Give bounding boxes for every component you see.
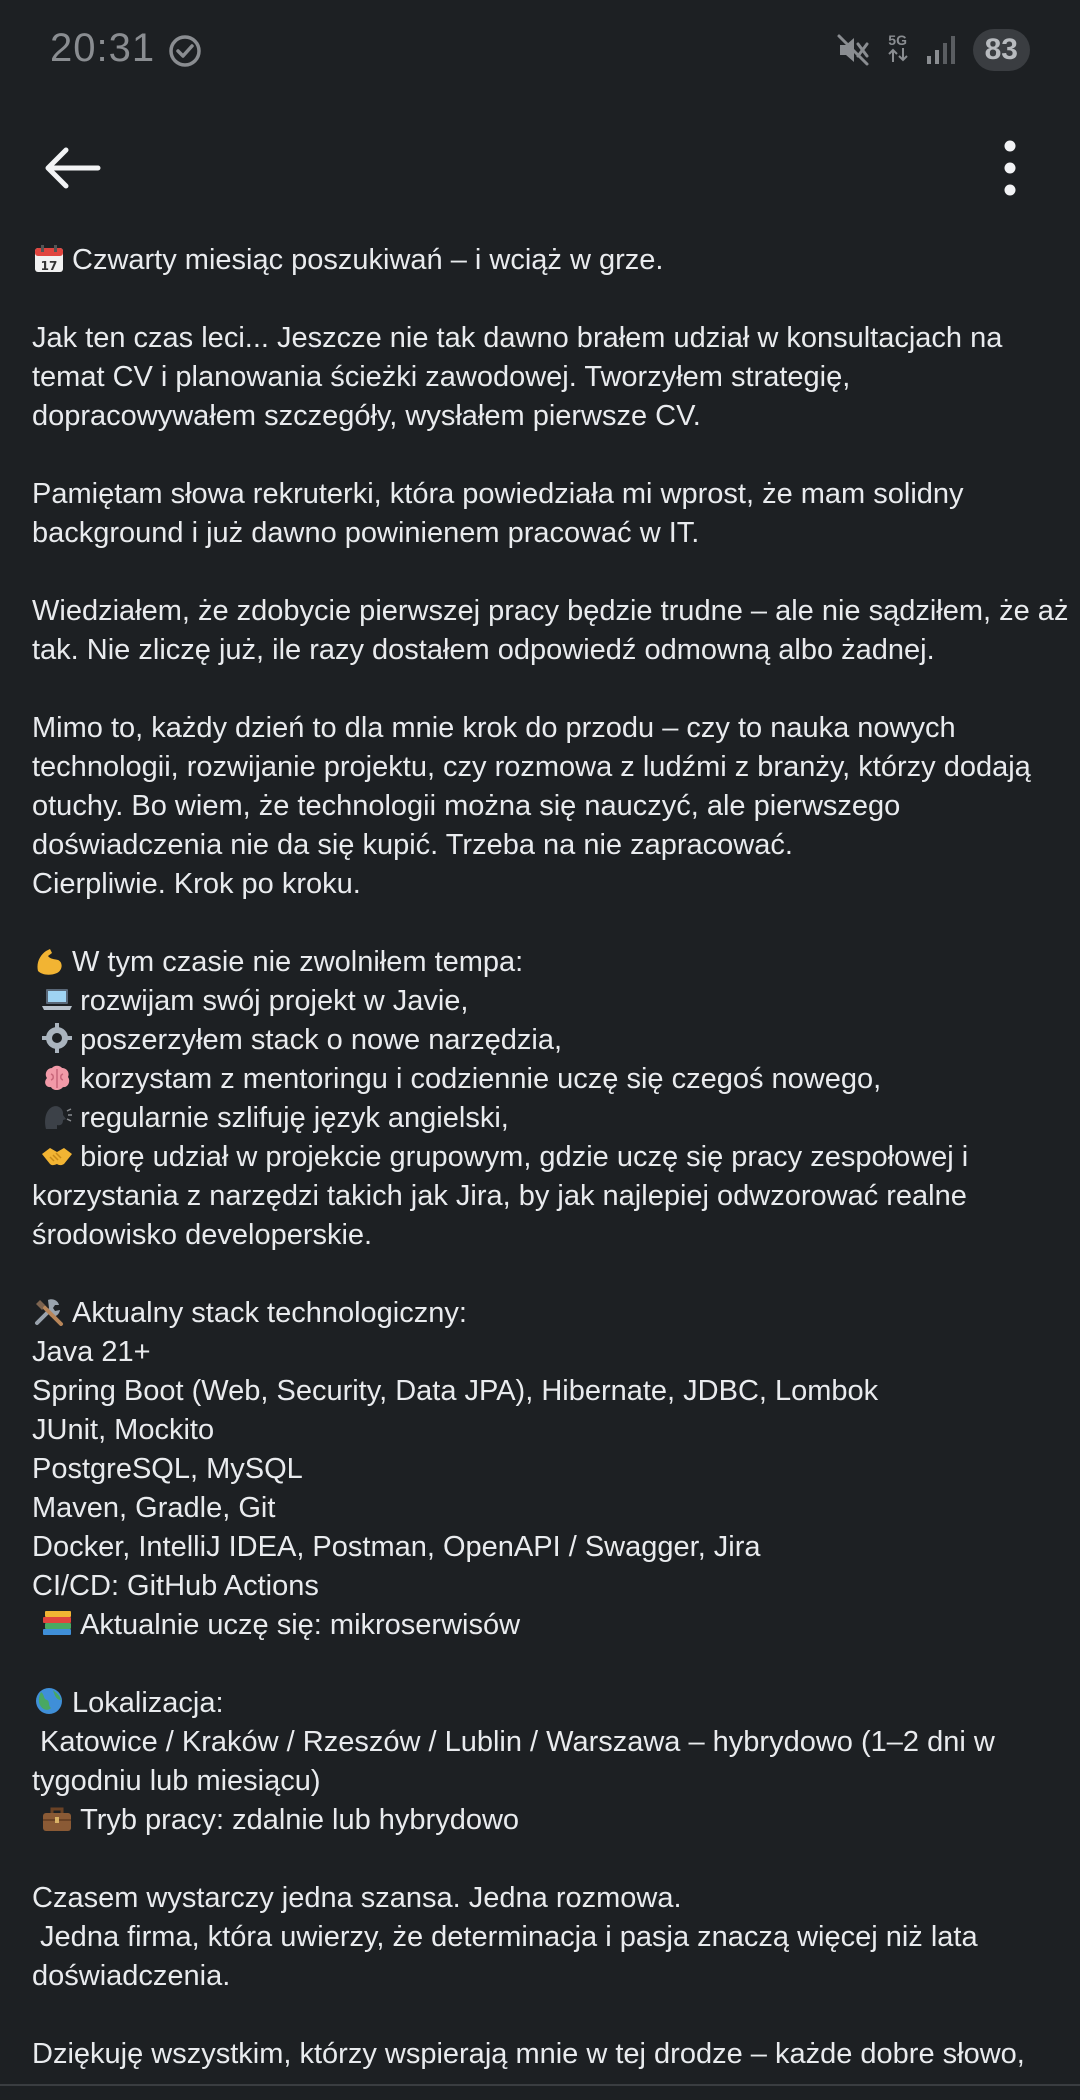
post-line — [32, 1918, 1062, 1957]
post-line-text: background i już dawno powinienem pracować w IT. — [32, 517, 700, 549]
post-line-text: Java 21+ — [32, 1336, 151, 1368]
post-line-text: poszerzyłem stack o nowe narzędzia, — [80, 1024, 563, 1056]
network-type: 5G — [888, 31, 907, 48]
post-line — [32, 1801, 1062, 1840]
post-line — [32, 1138, 1062, 1177]
post-line-text: JUnit, Mockito — [32, 1414, 215, 1446]
post-line-text: CI/CD: GitHub Actions — [32, 1570, 319, 1602]
post-line-text: rozwijam swój projekt w Javie, — [80, 985, 469, 1017]
post-line — [32, 2035, 1062, 2074]
post-line-text: korzystam z mentoringu i codziennie uczę się czegoś nowego, — [80, 1063, 882, 1095]
post-line — [32, 241, 1062, 280]
blank-line — [32, 1645, 1062, 1684]
blank-line — [32, 280, 1062, 319]
post-line-text: W tym czasie nie zwolniłem tempa: — [72, 946, 524, 978]
books-icon — [40, 1608, 74, 1638]
check-circle-icon — [168, 34, 202, 68]
post-line-text: technologii, rozwijanie projektu, czy rozmowa z ludźmi z branży, którzy dodają — [32, 751, 1031, 783]
blank-line — [32, 553, 1062, 592]
post-line — [32, 748, 1062, 787]
laptop-icon — [40, 984, 74, 1014]
post-line-text: doświadczenia nie da się kupić. Trzeba na nie zapracować. — [32, 829, 793, 861]
post-line — [32, 397, 1062, 436]
post-line-text: Tryb pracy: zdalnie lub hybrydowo — [80, 1804, 520, 1836]
post-line — [32, 982, 1062, 1021]
post-line — [32, 1177, 1062, 1216]
divider — [0, 2084, 1080, 2086]
blank-line — [32, 1255, 1062, 1294]
post-line-text: Czasem wystarczy jedna szansa. Jedna rozmowa. — [32, 1882, 682, 1914]
post-line — [32, 514, 1062, 553]
post-line — [32, 1060, 1062, 1099]
post-line-text: Jak ten czas leci... Jeszcze nie tak dawno brałem udział w konsultacjach na — [32, 322, 1003, 354]
post-line-text: Maven, Gradle, Git — [32, 1492, 276, 1524]
post-line — [32, 475, 1062, 514]
data-arrows-icon — [887, 47, 909, 63]
post-line-text: dopracowywałem szczegóły, wysłałem pierwsze CV. — [32, 400, 701, 432]
post-line — [32, 1333, 1062, 1372]
hammer-wrench-icon — [32, 1296, 66, 1326]
post-line — [32, 1099, 1062, 1138]
post-line-text: PostgreSQL, MySQL — [32, 1453, 303, 1485]
blank-line — [32, 436, 1062, 475]
post-line — [32, 943, 1062, 982]
post-line — [32, 592, 1069, 631]
status-bar — [0, 0, 1080, 100]
network-indicator — [887, 33, 909, 68]
post-line-text: Aktualnie uczę się: mikroserwisów — [80, 1609, 521, 1641]
more-options-button[interactable] — [980, 126, 1040, 210]
post-line-text: biorę udział w projekcie grupowym, gdzie uczę się pracy zespołowej i — [80, 1141, 969, 1173]
post-line — [32, 319, 1062, 358]
post-line — [32, 1606, 1062, 1645]
post-line — [32, 1216, 1062, 1255]
post-line-text: doświadczenia. — [32, 1960, 231, 1992]
post-line-text: tak. Nie zliczę już, ile razy dostałem odpowiedź odmowną albo żadnej. — [32, 634, 935, 666]
battery-indicator: 83 — [973, 29, 1030, 71]
post-line — [32, 1489, 1062, 1528]
post-line-text: Spring Boot (Web, Security, Data JPA), Hibernate, JDBC, Lombok — [32, 1375, 879, 1407]
post-text — [32, 241, 1069, 2074]
post-line-text: korzystania z narzędzi takich jak Jira, by jak najlepiej odwzorować realne — [32, 1180, 967, 1212]
blank-line — [32, 670, 1062, 709]
post-line-text: temat CV i planowania ścieżki zawodowej. Tworzyłem strategię, — [32, 361, 851, 393]
post-line-text: otuchy. Bo wiem, że technologii można się nauczyć, ale pierwszego — [32, 790, 901, 822]
post-line — [32, 1879, 1062, 1918]
post-line — [32, 1450, 1062, 1489]
post-line-text: środowisko developerskie. — [32, 1219, 373, 1251]
brain-icon — [40, 1062, 74, 1092]
post-line — [32, 1762, 1062, 1801]
post-line-text: Lokalizacja: — [72, 1687, 224, 1719]
flexed-biceps-icon — [32, 945, 66, 975]
gear-icon — [40, 1023, 74, 1053]
post-line-text: Czwarty miesiąc poszukiwań – i wciąż w grze. — [72, 244, 664, 276]
post-line — [32, 1684, 1062, 1723]
post-line — [32, 1723, 1062, 1762]
post-line — [32, 1021, 1062, 1060]
post-line — [32, 1372, 1062, 1411]
post-line-text: Pamiętam słowa rekruterki, która powiedziała mi wprost, że mam solidny — [32, 478, 964, 510]
arrow-left-icon — [42, 146, 102, 190]
post-line — [32, 358, 1062, 397]
app-bar — [0, 110, 1080, 210]
briefcase-icon — [40, 1803, 74, 1833]
post-line-text: regularnie szlifuję język angielski, — [80, 1102, 509, 1134]
post-line-text: Katowice / Kraków / Rzeszów / Lublin / Warszawa – hybrydowo (1–2 dni w — [32, 1726, 995, 1758]
post-line-text: Dziękuję wszystkim, którzy wspierają mnie w tej drodze – każde dobre słowo, — [32, 2038, 1025, 2070]
blank-line — [32, 904, 1062, 943]
more-vertical-icon — [1002, 138, 1018, 198]
signal-icon — [925, 34, 957, 66]
post-line-text: Wiedziałem, że zdobycie pierwszej pracy będzie trudne – ale nie sądziłem, że aż — [32, 595, 1069, 627]
status-time: 20:31 — [50, 26, 156, 70]
post-line — [32, 1528, 1062, 1567]
svg-text:17: 17 — [40, 259, 58, 273]
post-line-text: Cierpliwie. Krok po kroku. — [32, 868, 361, 900]
post-line — [32, 1411, 1062, 1450]
post-line — [32, 1294, 1062, 1333]
handshake-icon — [40, 1140, 74, 1170]
globe-icon — [32, 1686, 66, 1716]
post-line-text: tygodniu lub miesiącu) — [32, 1765, 321, 1797]
blank-line — [32, 1996, 1062, 2035]
back-button[interactable] — [30, 126, 114, 210]
post-line — [32, 1567, 1062, 1606]
post-line — [32, 709, 1062, 748]
post-line-text: Aktualny stack technologiczny: — [72, 1297, 467, 1329]
post-line — [32, 826, 1062, 865]
calendar-icon — [32, 243, 66, 273]
post-line-text: Docker, IntelliJ IDEA, Postman, OpenAPI / Swagger, Jira — [32, 1531, 761, 1563]
blank-line — [32, 1840, 1062, 1879]
mute-icon — [835, 32, 871, 68]
post-line — [32, 787, 1062, 826]
speaking-head-icon — [40, 1101, 74, 1131]
post-line-text: Jedna firma, która uwierzy, że determinacja i pasja znaczą więcej niż lata — [32, 1921, 978, 1953]
post-line — [32, 1957, 1062, 1996]
post-line — [32, 865, 1062, 904]
post-line-text: Mimo to, każdy dzień to dla mnie krok do przodu – czy to nauka nowych — [32, 712, 956, 744]
post-line — [32, 631, 1062, 670]
